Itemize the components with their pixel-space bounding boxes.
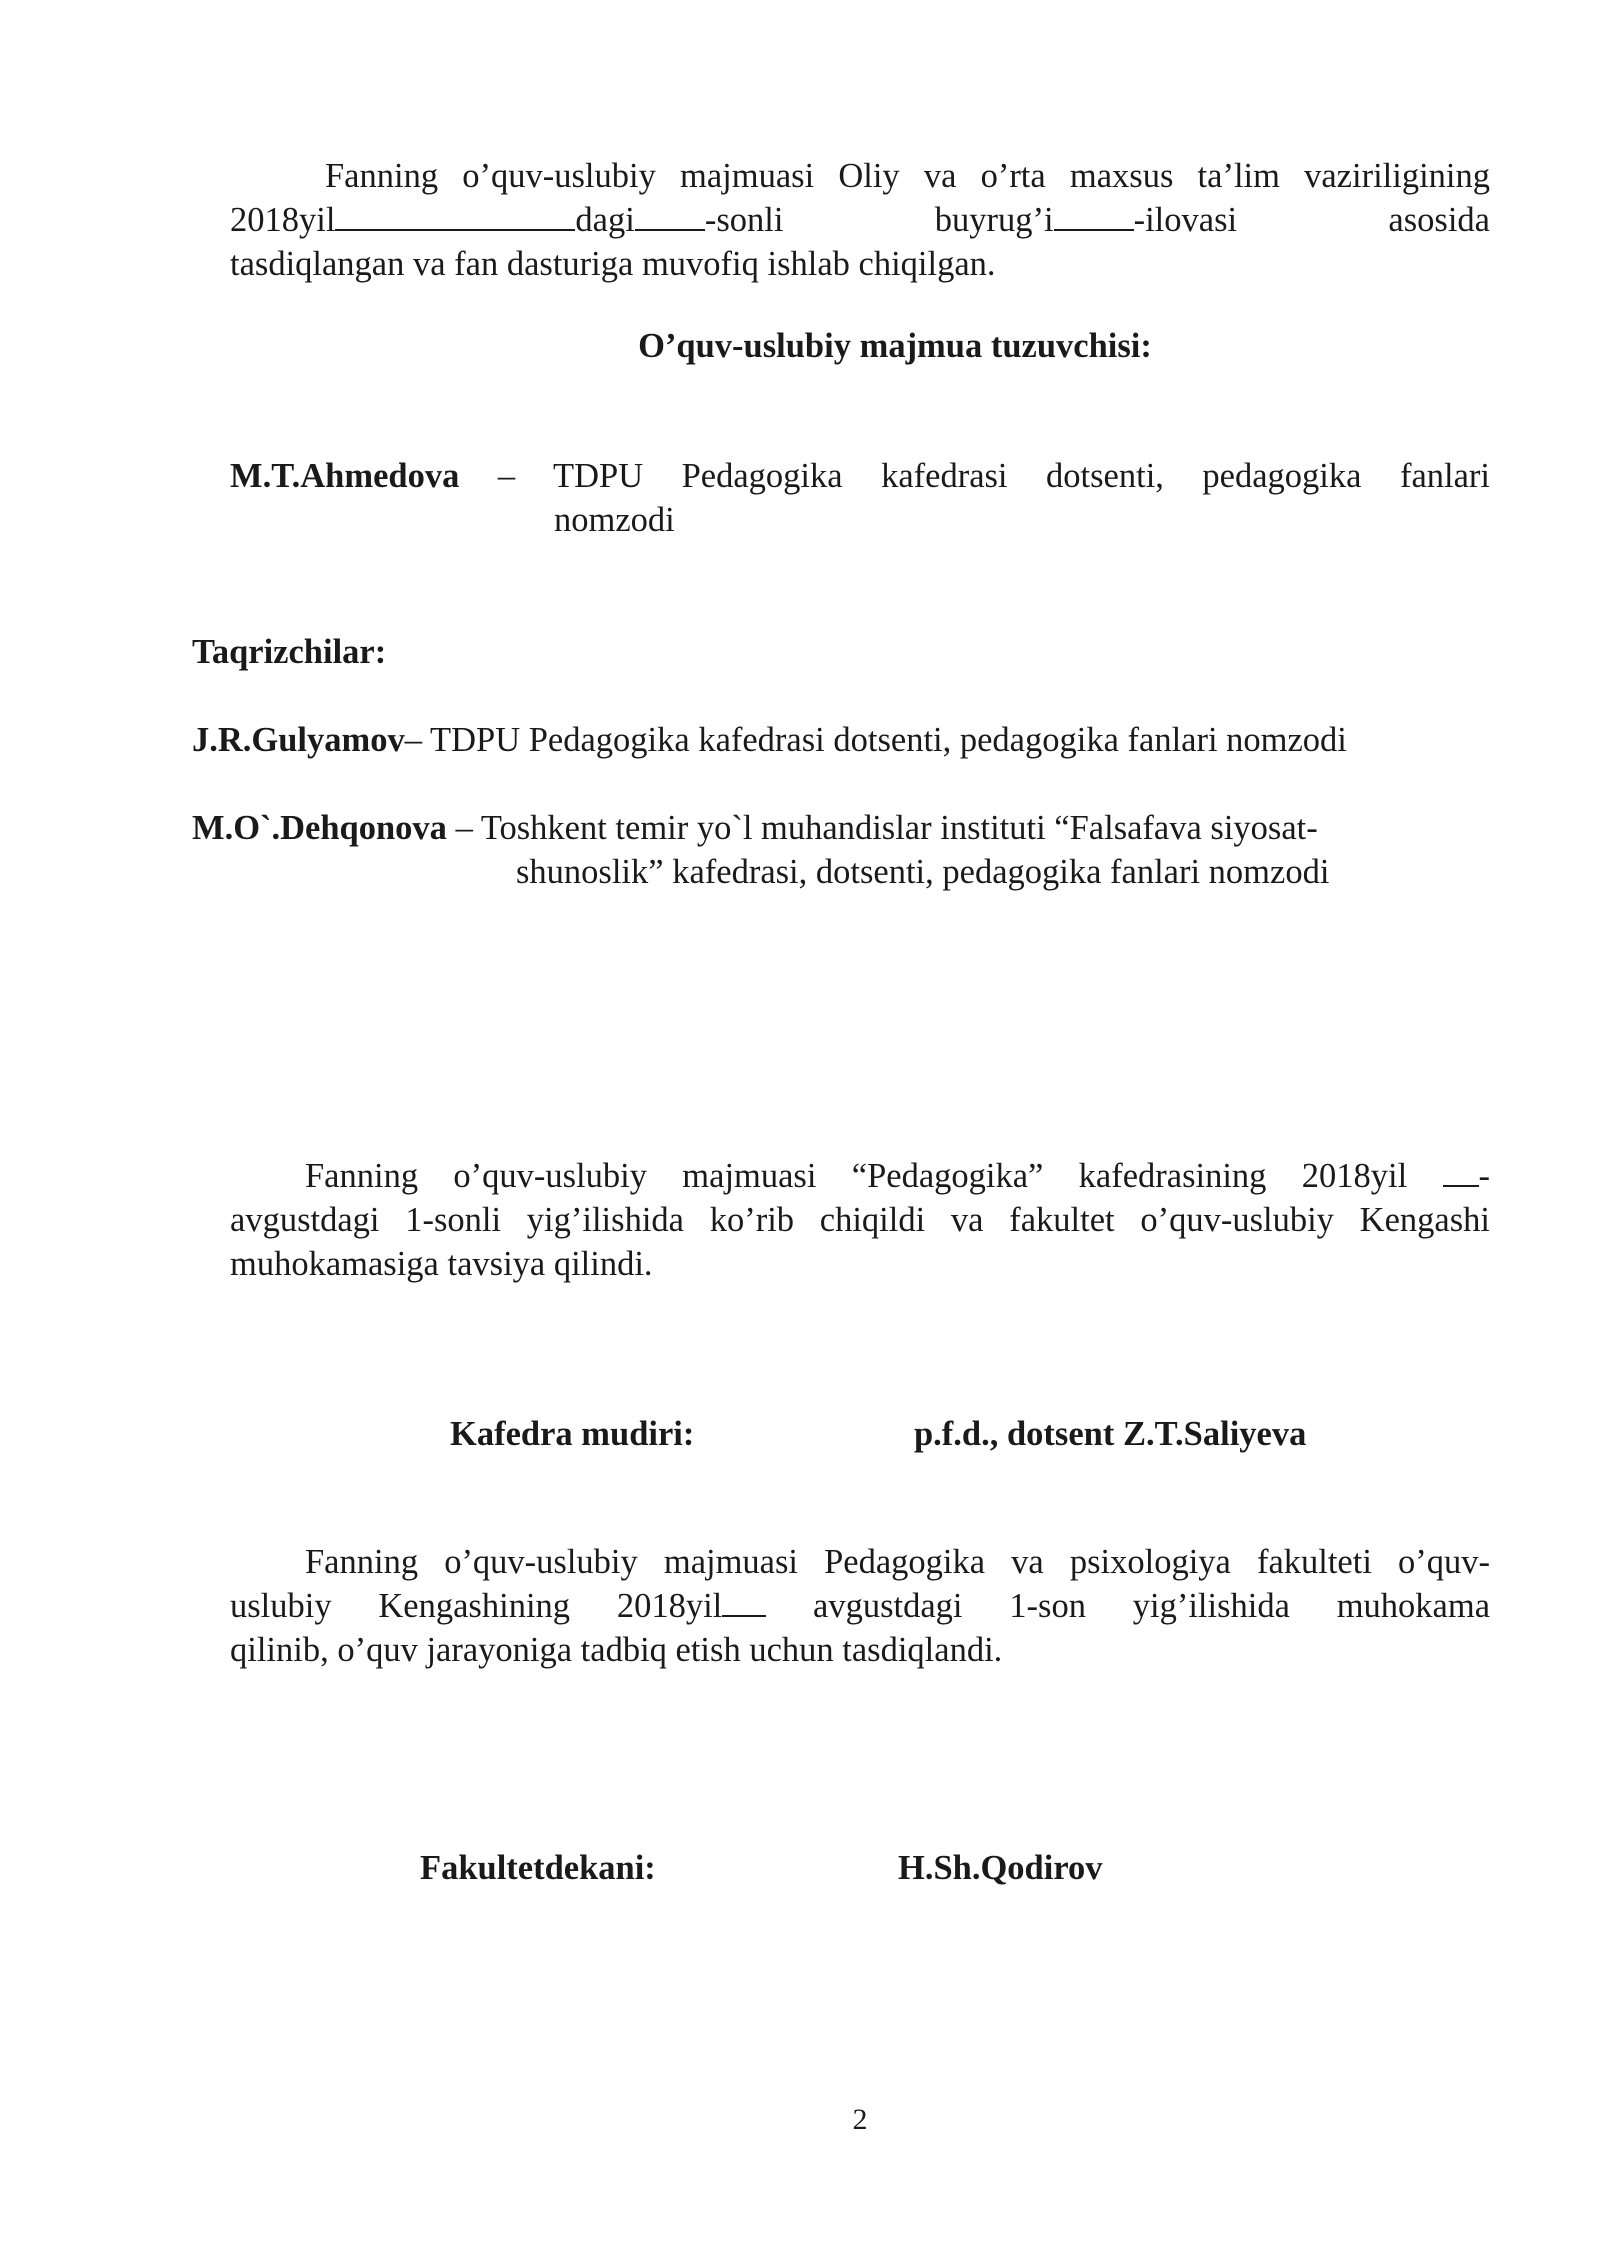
reviewer-1-line [192, 718, 1512, 762]
reviewer-1-text: – TDPU Pedagogika kafedrasi dotsenti, pedagogika fanlari nomzodi [404, 721, 1347, 759]
intro-line-1 [230, 154, 1490, 198]
compiler-line-2: nomzodi [554, 501, 675, 539]
date-blank [335, 199, 575, 231]
faculty-line-2-b: avgustdagi 1-son yig’ilishida muhokama [766, 1587, 1491, 1625]
page-number: 2 [852, 2103, 868, 2136]
dept-day-field: - [1443, 1157, 1491, 1195]
reviewer-2 [192, 806, 1512, 894]
department-paragraph [230, 1154, 1490, 1286]
reviewer-2-text-1: – Toshkent temir yo`l muhandislar instituti “Falsafava siyosat- [446, 809, 1318, 847]
day-blank [1443, 1155, 1479, 1187]
faculty-line-3: qilinib, o’quv jarayoniga tadbiq etish uchun tasdiqlandi. [230, 1631, 1003, 1669]
dept-line-3: muhokamasiga tavsiya qilindi. [230, 1245, 653, 1283]
intro-line-3: tasdiqlangan va fan dasturiga muvofiq ishlab chiqilgan. [230, 245, 996, 283]
dept-line-1-main: Fanning o’quv-uslubiy majmuasi “Pedagogika” kafedrasining 2018yil [305, 1157, 1408, 1195]
intro-paragraph [230, 154, 1490, 286]
dept-line-2: avgustdagi 1-sonli yig’ilishida ko’rib chiqildi va fakultet o’quv-uslubiy Kengashi [230, 1201, 1490, 1239]
reviewer-2-name: M.O`.Dehqonova [192, 809, 447, 847]
reviewer-2-line-2: shunoslik” kafedrasi, dotsenti, pedagogika fanlari nomzodi [516, 853, 1330, 891]
reviewer-2-line-1 [192, 806, 1512, 850]
reviewer-1-name: J.R.Gulyamov [192, 721, 405, 759]
head-of-dept-label: Kafedra mudiri: [450, 1415, 695, 1453]
compiler-name: M.T.Ahmedova [230, 457, 460, 495]
intro-basis: asosida [1388, 201, 1490, 239]
dean-label: Fakultetdekani: [420, 1849, 656, 1887]
faculty-line-1: Fanning o’quv-uslubiy majmuasi Pedagogika va psixologiya fakulteti o’quv- [305, 1543, 1490, 1581]
dean-name: H.Sh.Qodirov [898, 1849, 1103, 1887]
compiler-text-1: TDPU Pedagogika kafedrasi dotsenti, pedagogika fanlari [553, 457, 1490, 495]
intro-line-1-text: Fanning o’quv-uslubiy majmuasi Oliy va o’rta maxsus ta’lim vaziriligining [325, 157, 1490, 195]
reviewer-1 [192, 718, 1512, 762]
compiler-line-1 [230, 454, 1490, 498]
reviewers-heading: Taqrizchilar: [192, 633, 387, 671]
intro-line-2 [230, 198, 1490, 242]
faculty-line-2 [230, 1584, 1490, 1628]
compiler-dash: – [497, 457, 516, 495]
compiler-entry [230, 454, 1490, 542]
intro-order: buyrug’i -ilovasi [934, 201, 1238, 239]
compiler-heading: O’quv-uslubiy majmua tuzuvchisi: [638, 327, 1152, 365]
intro-year: 2018yil dagi -sonli [230, 201, 784, 239]
head-of-dept-name: p.f.d., dotsent Z.T.Saliyeva [914, 1415, 1307, 1453]
faculty-day-blank [722, 1585, 766, 1617]
faculty-paragraph [230, 1540, 1490, 1672]
dept-line-1 [230, 1154, 1490, 1198]
number-blank [635, 199, 705, 231]
appendix-blank [1054, 199, 1134, 231]
faculty-line-2-a: uslubiy Kengashining 2018yil [230, 1587, 723, 1625]
